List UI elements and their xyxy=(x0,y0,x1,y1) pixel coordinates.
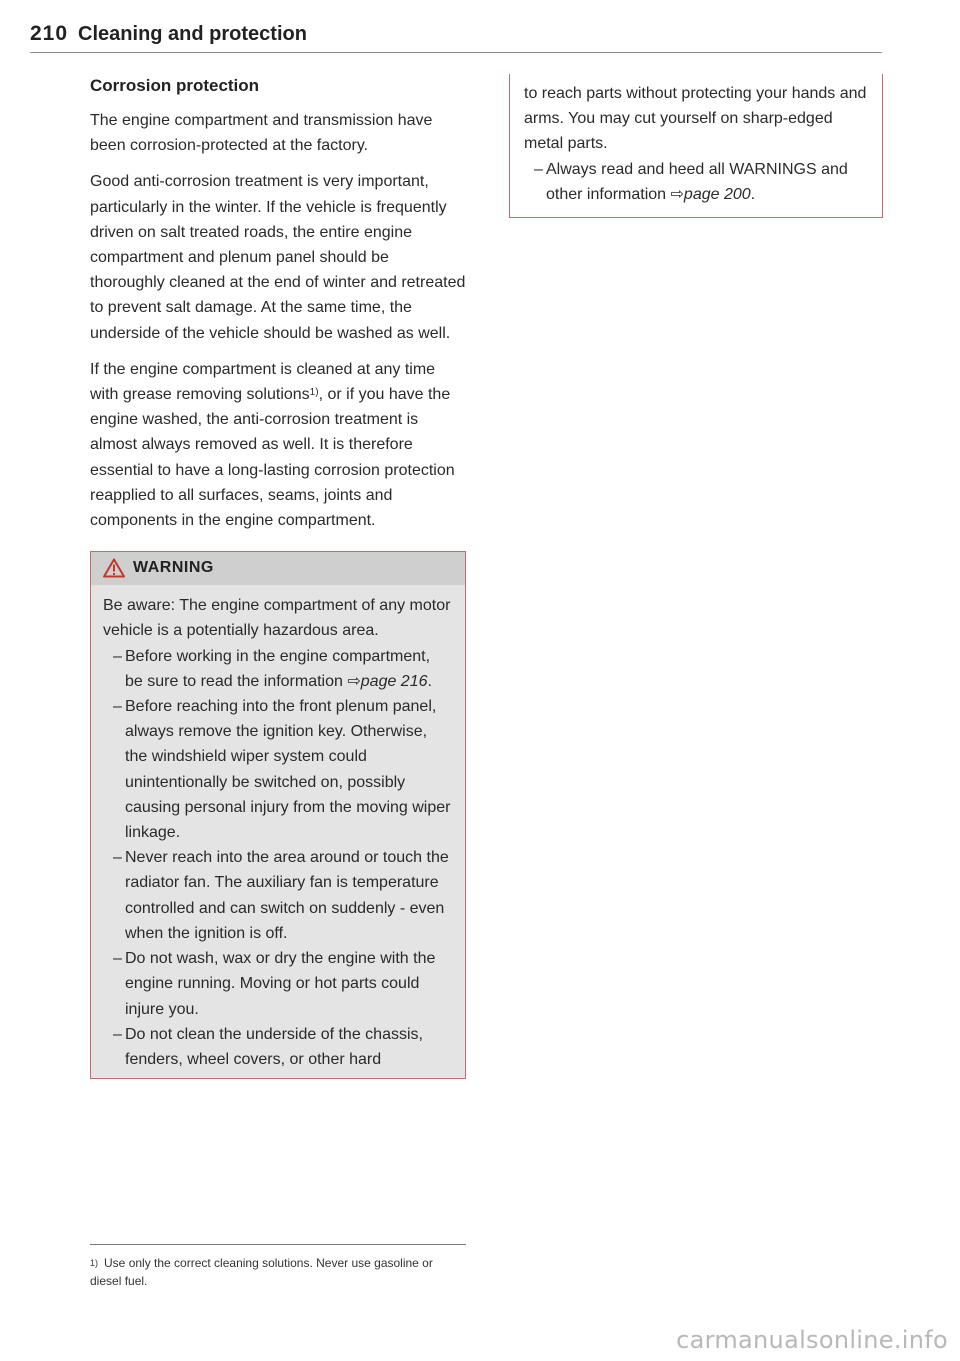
paragraph-factory: The engine compartment and transmission have been corrosion-protected at the factory. xyxy=(90,112,433,155)
list-item-end: . xyxy=(427,672,432,690)
page-reference-link[interactable]: ⇨page 200 xyxy=(670,185,751,203)
list-item-end: . xyxy=(750,185,756,203)
watermark: carmanualsonline.info xyxy=(676,1326,948,1354)
warning-header xyxy=(91,552,465,585)
list-item xyxy=(103,644,451,694)
warning-box xyxy=(90,551,466,1079)
page-number: 210 xyxy=(30,22,69,45)
page-header xyxy=(30,22,882,53)
warning-continuation-text: to reach parts without protecting your hands and arms. You may cut yourself on sharp-edged metal parts. xyxy=(524,85,867,153)
warning-body xyxy=(91,585,465,1078)
list-item-text: Never reach into the area around or touch the radiator fan. The auxiliary fan is temperature controlled and can switch on suddenly - even when the ignition is off. xyxy=(125,849,449,942)
list-item-text: Do not wash, wax or dry the engine with the engine running. Moving or hot parts could injure you. xyxy=(125,950,436,1018)
right-column xyxy=(509,74,883,218)
list-dash: – xyxy=(113,1025,122,1043)
list-item xyxy=(103,1022,451,1072)
list-item xyxy=(103,946,451,1022)
list-item xyxy=(524,157,868,207)
list-item-text: Always read and heed all WARNINGS and other information xyxy=(546,160,848,203)
warning-continuation-box xyxy=(509,74,883,218)
footnote-mark: 1) xyxy=(90,1258,99,1268)
paragraph-cleaning-text-b: , or if you have the engine washed, the anti-corrosion treatment is almost always removed as well. It is therefore essential to have a long-lasting corrosion protection reapplied to all surfaces, seams, joints and components in the engine compartment. xyxy=(90,386,455,530)
list-item-text: Before working in the engine compartment, be sure to read the information xyxy=(125,647,431,690)
paragraph-winter: Good anti-corrosion treatment is very important, particularly in the winter. If the vehicle is frequently driven on salt treated roads, the entire engine compartment and plenum panel should be thoroughly cleaned at the end of winter and retreated to prevent salt damage. At the same time, the underside of the vehicle should be washed as well. xyxy=(90,173,466,342)
footnote xyxy=(90,1254,466,1290)
warning-continuation-list xyxy=(524,157,868,207)
list-item-text: Before reaching into the front plenum panel, always remove the ignition key. Otherwise, the windshield wiper system could unintentionally be switched on, possibly causing personal injury from the moving wiper linkage. xyxy=(125,698,451,842)
warning-intro: Be aware: The engine compartment of any motor vehicle is a potentially hazardous area. xyxy=(103,597,451,640)
list-dash: – xyxy=(113,647,122,665)
paragraph-cleaning-text-a: If the engine compartment is cleaned at any time with grease removing solutions xyxy=(90,360,436,404)
list-dash: – xyxy=(113,698,122,716)
footnote-text: Use only the correct cleaning solutions. Never use gasoline or diesel fuel. xyxy=(90,1256,433,1288)
left-column xyxy=(90,74,466,1079)
paragraph-cleaning xyxy=(90,357,466,533)
warning-title: WARNING xyxy=(133,559,214,577)
list-item-text: Do not clean the underside of the chassis, fenders, wheel covers, or other hard xyxy=(125,1025,423,1068)
list-item xyxy=(103,694,451,845)
warning-list xyxy=(103,644,451,1072)
list-dash: – xyxy=(113,849,122,867)
list-dash: – xyxy=(113,950,122,968)
list-dash: – xyxy=(534,160,543,178)
footnote-divider xyxy=(90,1244,466,1245)
warning-triangle-icon xyxy=(103,558,125,578)
page-reference-link[interactable]: ⇨page 216 xyxy=(347,672,428,690)
list-item xyxy=(103,845,451,946)
footnote-ref[interactable]: 1) xyxy=(309,387,319,399)
section-title: Cleaning and protection xyxy=(78,23,307,45)
section-heading: Corrosion protection xyxy=(90,76,260,95)
